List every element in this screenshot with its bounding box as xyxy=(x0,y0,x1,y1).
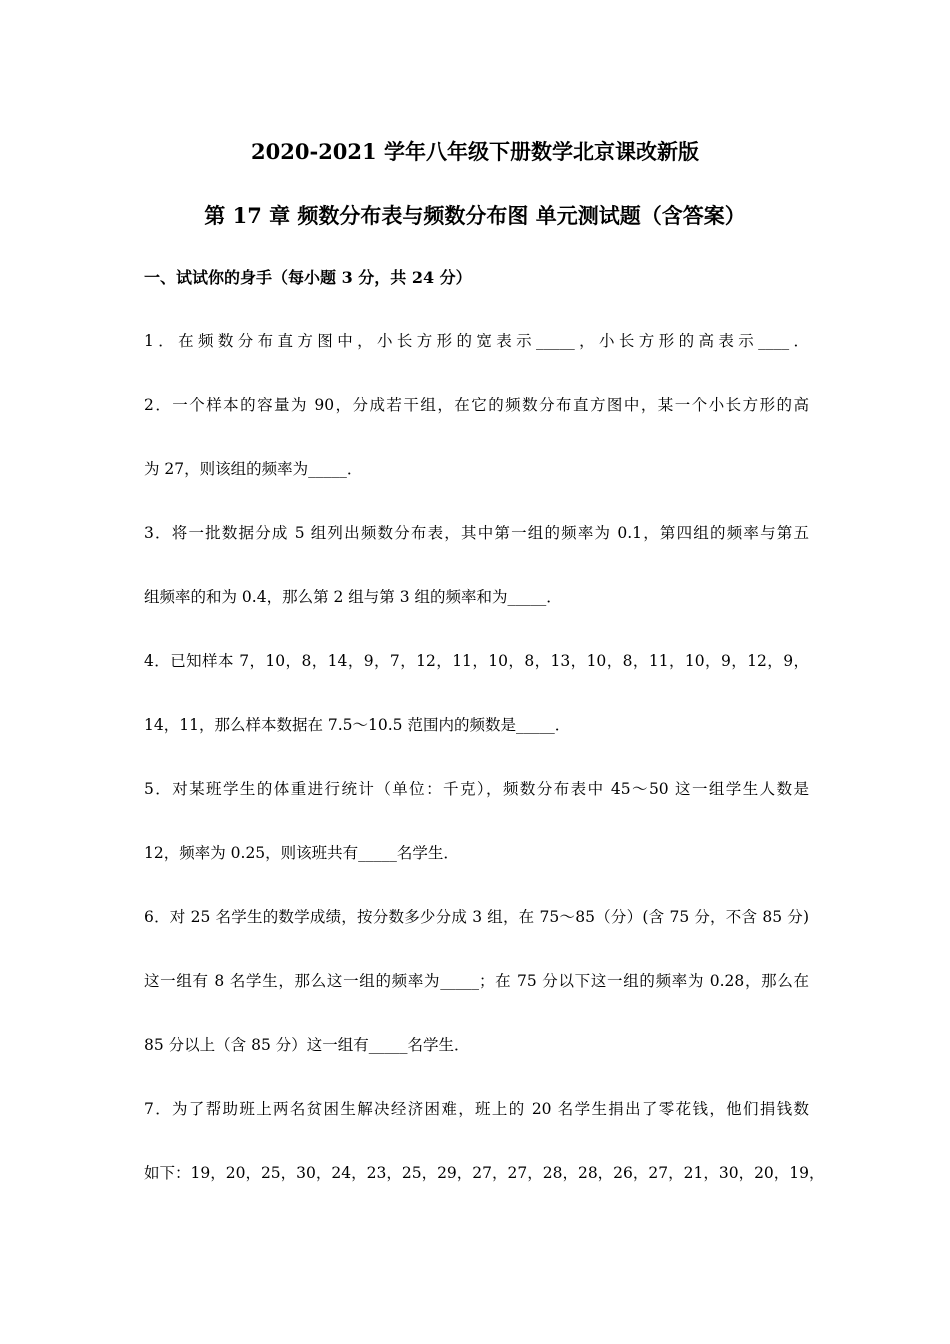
question-3-continuation: 组频率的和为 0.4，那么第 2 组与第 3 组的频率和为_____． xyxy=(144,588,562,606)
question-4-continuation: 14，11，那么样本数据在 7.5～10.5 范围内的频数是_____． xyxy=(144,716,571,734)
question-3-line: 3．将一批数据分成 5 组列出频数分布表，其中第一组的频率为 0.1，第四组的频率与第五 xyxy=(144,524,809,542)
document-title: 2020-2021 学年八年级下册数学北京课改新版 xyxy=(251,139,699,164)
question-6-continuation: 这一组有 8 名学生，那么这一组的频率为_____；在 75 分以下这一组的频率为 0.28，那么在 xyxy=(144,972,809,990)
question-2-line: 2．一个样本的容量为 90，分成若干组，在它的频数分布直方图中，某一个小长方形的高 xyxy=(144,396,809,414)
question-1-line: 1．在频数分布直方图中，小长方形的宽表示_____，小长方形的高表示____． xyxy=(144,332,809,350)
question-4-line: 4．已知样本 7，10，8，14，9，7，12，11，10，8，13，10，8，11，10，9，12，9， xyxy=(144,652,809,670)
question-5-continuation: 12，频率为 0.25，则该班共有_____名学生． xyxy=(144,844,459,862)
section-heading: 一、试试你的身手（每小题 3 分，共 24 分） xyxy=(144,268,472,287)
question-2-continuation: 为 27，则该组的频率为_____． xyxy=(144,460,363,478)
question-7-continuation: 如下：19，20，25，30，24，23，25，29，27，27，28，28，26，27，21，30，20，19， xyxy=(144,1164,825,1182)
question-6-continuation-2: 85 分以上（含 85 分）这一组有_____名学生． xyxy=(144,1036,470,1054)
document-subtitle: 第 17 章 频数分布表与频数分布图 单元测试题（含答案） xyxy=(204,203,746,228)
question-5-line: 5．对某班学生的体重进行统计（单位：千克），频数分布表中 45～50 这一组学生人数是 xyxy=(144,780,809,798)
question-6-line: 6．对 25 名学生的数学成绩，按分数多少分成 3 组，在 75～85（分）(含 75 分，不含 85 分) xyxy=(144,908,809,926)
question-7-line: 7．为了帮助班上两名贫困生解决经济困难，班上的 20 名学生捐出了零花钱，他们捐钱数 xyxy=(144,1100,809,1118)
